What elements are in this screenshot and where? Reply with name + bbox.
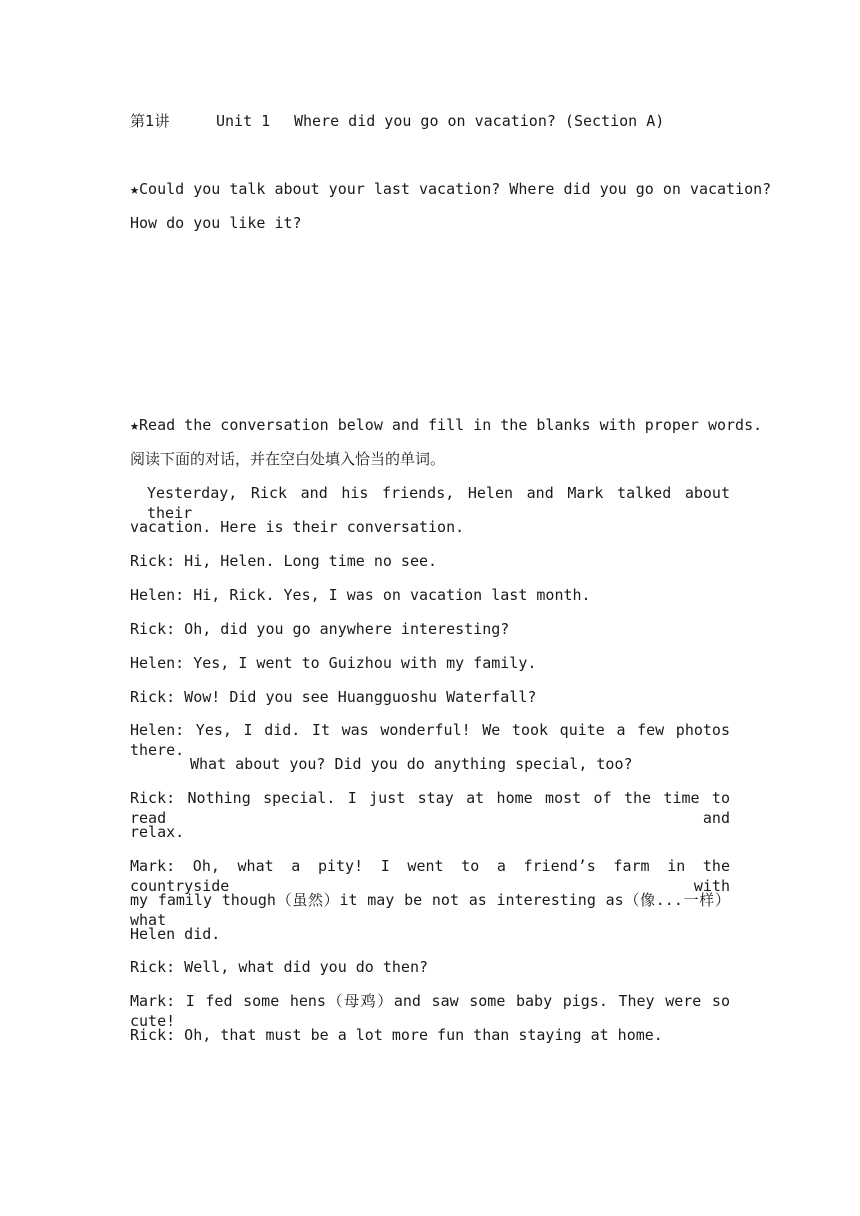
dialogue-line: Rick: Wow! Did you see Huangguoshu Waterfall? <box>130 688 537 706</box>
intro-paragraph-line-1: Yesterday, Rick and his friends, Helen and Mark talked about their <box>147 484 730 522</box>
dialogue-line: Helen: Yes, I went to Guizhou with my family. <box>130 654 537 672</box>
dialogue-line: Rick: Oh, that must be a lot more fun than staying at home. <box>130 1026 663 1044</box>
task-instruction-en: ★Read the conversation below and fill in the blanks with proper words. <box>130 416 763 434</box>
intro-paragraph-line-2: vacation. Here is their conversation. <box>130 518 465 536</box>
dialogue-line: Mark: I fed some hens（母鸡）and saw some baby pigs. They were so cute! <box>130 992 730 1030</box>
unit-title: Where did you go on vacation? (Section A) <box>294 112 665 130</box>
unit-label: Unit 1 <box>216 112 271 130</box>
dialogue-line: Mark: Oh, what a pity! I went to a friend’s farm in the countryside with <box>130 857 730 895</box>
dialogue-line: Rick: Nothing special. I just stay at home most of the time to read and <box>130 789 730 827</box>
dialogue-line: What about you? Did you do anything special, too? <box>190 755 633 773</box>
lesson-number: 第1讲 <box>130 112 170 130</box>
warmup-question-line-2: How do you like it? <box>130 214 302 232</box>
dialogue-line: Rick: Oh, did you go anywhere interesting? <box>130 620 510 638</box>
task-instruction-cn: 阅读下面的对话，并在空白处填入恰当的单词。 <box>130 450 446 468</box>
warmup-question-line-1: ★Could you talk about your last vacation? Where did you go on vacation? <box>130 180 772 198</box>
dialogue-line: Helen: Yes, I did. It was wonderful! We took quite a few photos there. <box>130 721 730 759</box>
dialogue-line: Rick: Hi, Helen. Long time no see. <box>130 552 438 570</box>
lesson-title <box>130 111 664 131</box>
dialogue-line: relax. <box>130 823 185 841</box>
dialogue-line: Helen did. <box>130 925 221 943</box>
dialogue-line: my family though（虽然）it may be not as interesting as（像...一样） what <box>130 891 730 929</box>
dialogue-line: Rick: Well, what did you do then? <box>130 958 429 976</box>
dialogue-line: Helen: Hi, Rick. Yes, I was on vacation last month. <box>130 586 591 604</box>
